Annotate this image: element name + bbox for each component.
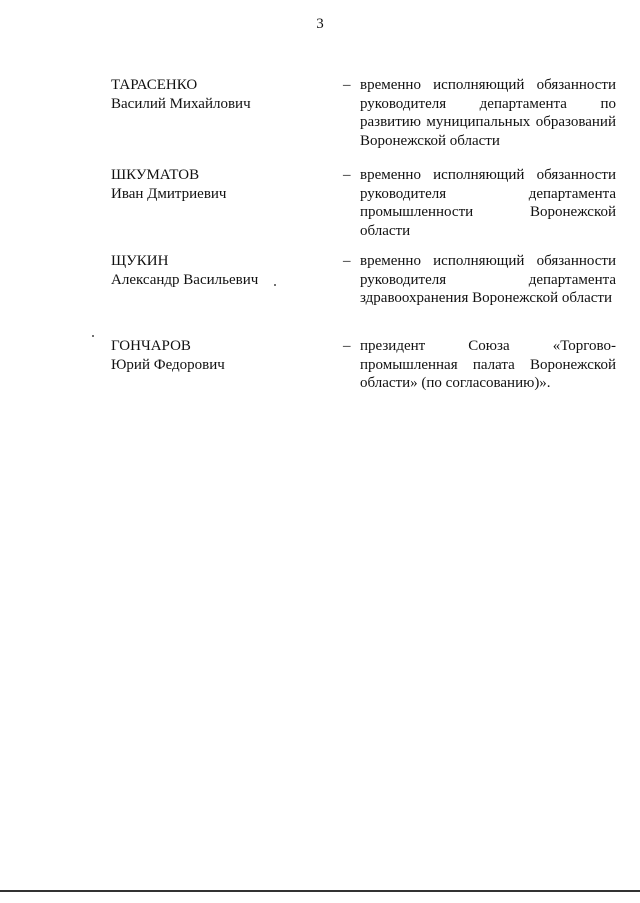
member-surname: ЩУКИН bbox=[111, 253, 169, 269]
member-position bbox=[360, 337, 616, 393]
member-name bbox=[111, 76, 311, 113]
position-line: промышленности Воронежской bbox=[360, 204, 616, 220]
member-position bbox=[360, 76, 616, 150]
member-name bbox=[111, 337, 311, 374]
position-line: временно исполняющий обязанности bbox=[360, 77, 616, 93]
member-given-names: Александр Васильевич bbox=[111, 271, 259, 288]
member-given-names: Юрий Федорович bbox=[111, 356, 225, 373]
position-line: руководителя департамента bbox=[360, 271, 616, 288]
dash-separator: – bbox=[343, 338, 351, 354]
member-given-names: Василий Михайлович bbox=[111, 95, 251, 112]
dash-separator: – bbox=[343, 167, 351, 183]
position-line: области bbox=[360, 222, 411, 239]
member-name bbox=[111, 166, 311, 203]
position-line: промышленная палата Воронежской bbox=[360, 356, 616, 373]
position-line: временно исполняющий обязанности bbox=[360, 167, 616, 183]
member-name bbox=[111, 252, 311, 289]
page-bottom-edge bbox=[0, 890, 640, 892]
position-line: здравоохранения Воронежской области bbox=[360, 290, 612, 306]
position-line: Воронежской области bbox=[360, 132, 500, 149]
page-number: 3 bbox=[316, 16, 324, 32]
member-position bbox=[360, 166, 616, 240]
position-line: президент Союза «Торгово- bbox=[360, 338, 616, 354]
dash-separator: – bbox=[343, 77, 351, 93]
scan-speck bbox=[274, 284, 276, 286]
position-line: руководителя департамента bbox=[360, 185, 616, 202]
member-position bbox=[360, 252, 616, 308]
member-surname: ТАРАСЕНКО bbox=[111, 77, 198, 93]
member-given-names: Иван Дмитриевич bbox=[111, 185, 227, 202]
position-line: развитию муниципальных образований bbox=[360, 114, 616, 130]
position-line: временно исполняющий обязанности bbox=[360, 253, 616, 269]
member-surname: ГОНЧАРОВ bbox=[111, 338, 191, 354]
dash-separator: – bbox=[343, 253, 351, 269]
member-surname: ШКУМАТОВ bbox=[111, 167, 200, 183]
position-line: руководителя департамента по bbox=[360, 95, 616, 112]
position-line: области» (по согласованию)». bbox=[360, 375, 551, 391]
scan-speck bbox=[92, 335, 94, 337]
